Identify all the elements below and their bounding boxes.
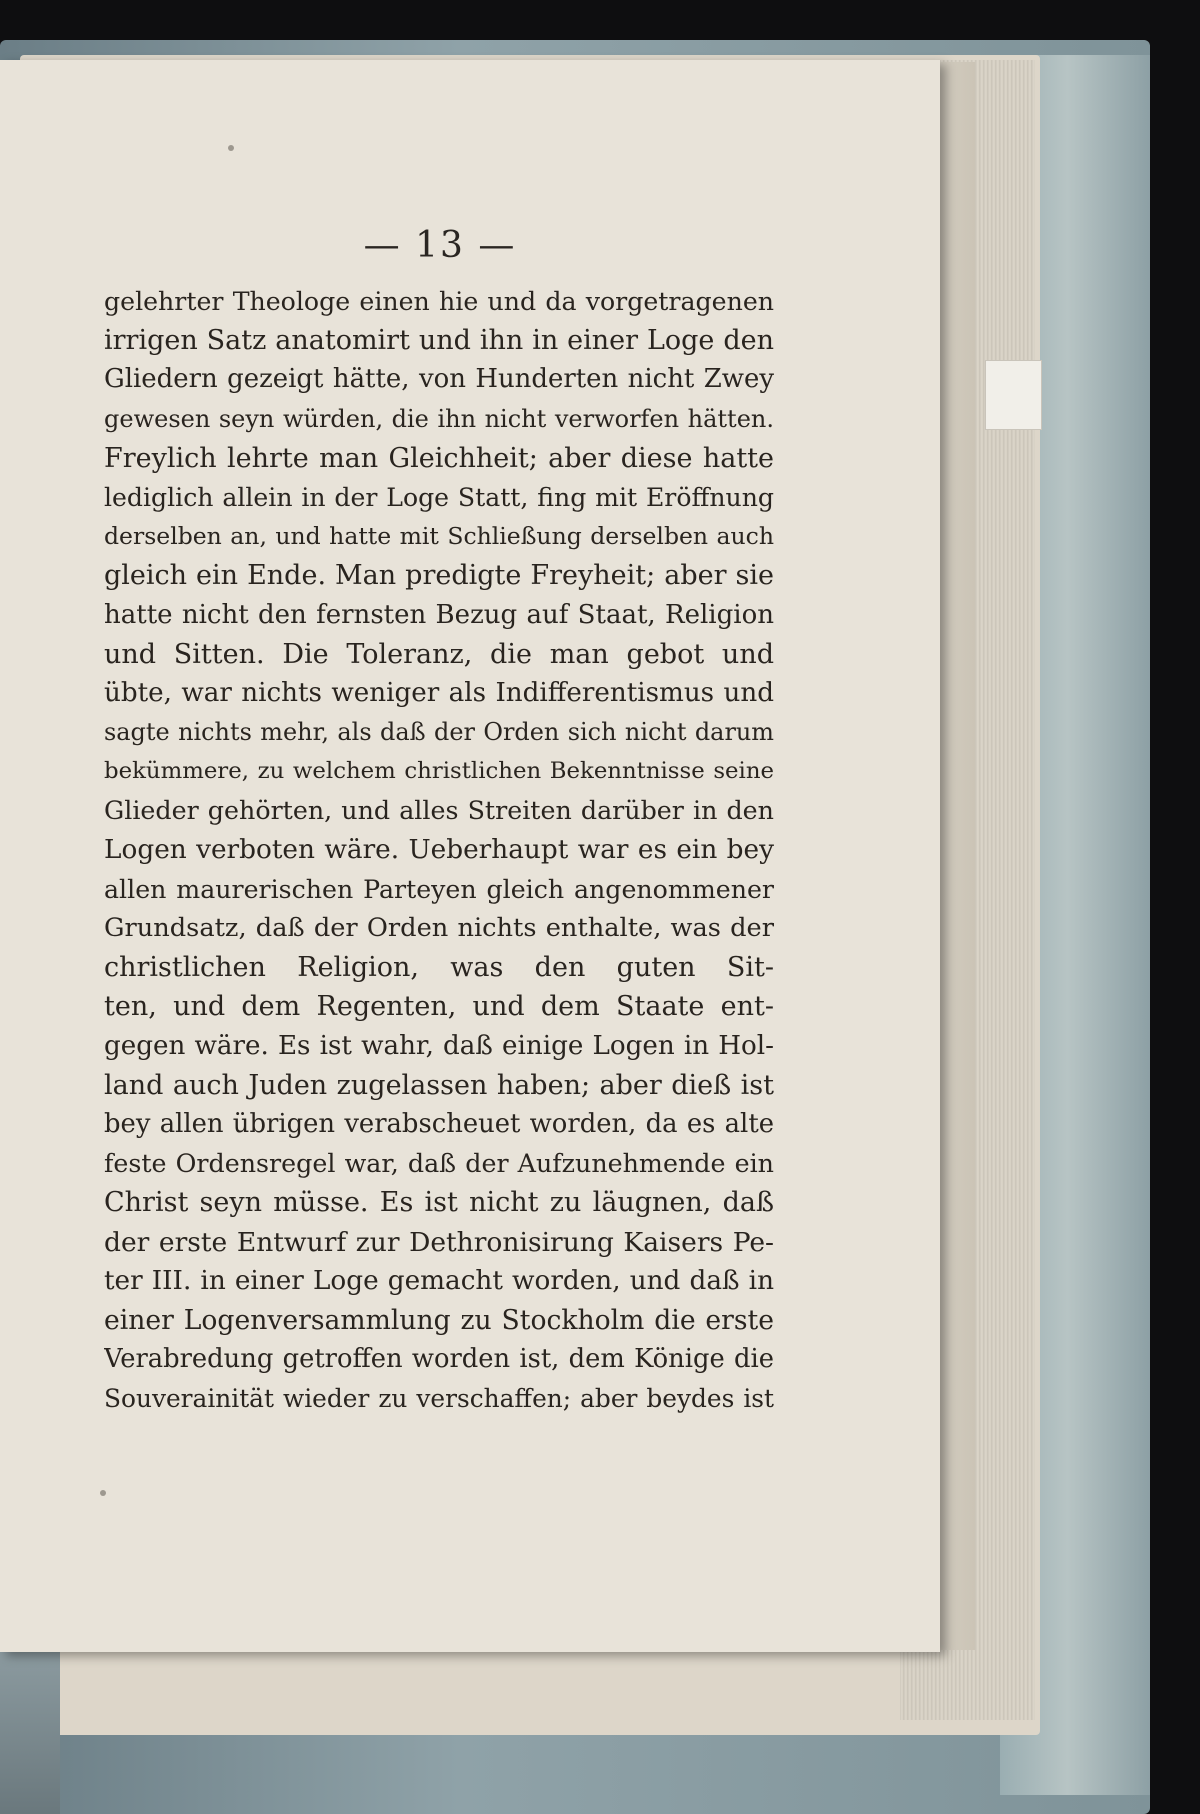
text-line: bekümmere, zu welchem christlichen Bekenntnisse seine <box>104 758 774 785</box>
text-line: christlichen Religion, was den guten Sit- <box>104 952 774 984</box>
text-line: ten, und dem Regenten, und dem Staate ent- <box>104 991 774 1023</box>
text-line: hatte nicht den fernsten Bezug auf Staat, Religion <box>104 599 774 630</box>
text-line: Verabredung getroffen worden ist, dem Könige die <box>104 1344 774 1375</box>
book-spine-bottom <box>0 1640 60 1814</box>
text-line: sagte nichts mehr, als daß der Orden sich nicht darum <box>104 718 774 747</box>
text-line: einer Logenversammlung zu Stockholm die erste <box>104 1304 774 1336</box>
text-line: derselben an, und hatte mit Schließung derselben auch <box>104 522 774 551</box>
text-line: Freylich lehrte man Gleichheit; aber diese hatte <box>104 442 774 474</box>
text-line: Logen verboten wäre. Ueberhaupt war es ein bey <box>104 834 774 865</box>
text-line: feste Ordensregel war, daß der Aufzunehmende ein <box>104 1148 774 1179</box>
text-line: Souverainität wieder zu verschaffen; aber beydes ist <box>104 1384 774 1414</box>
text-line: gegen wäre. Es ist wahr, daß einige Logen in Hol- <box>104 1030 774 1061</box>
text-line: gewesen seyn würden, die ihn nicht verworfen hätten. <box>104 404 774 433</box>
page-number-header: — 13 — <box>363 225 517 266</box>
text-line: der erste Entwurf zur Dethronisirung Kaisers Pe- <box>104 1226 774 1258</box>
text-line: gleich ein Ende. Man predigte Freyheit; aber sie <box>104 560 774 592</box>
body-text <box>104 282 774 1418</box>
text-line: und Sitten. Die Toleranz, die man gebot und <box>104 638 774 670</box>
text-line: allen maurerischen Parteyen gleich angenommener <box>104 874 774 904</box>
text-line: gelehrter Theologe einen hie und da vorgetragenen <box>104 287 774 316</box>
paper-speck <box>228 145 234 151</box>
text-line: ter III. in einer Loge gemacht worden, und daß in <box>104 1265 774 1296</box>
text-line: irrigen Satz anatomirt und ihn in einer Loge den <box>104 325 774 357</box>
text-line: Christ seyn müsse. Es ist nicht zu läugnen, daß <box>104 1187 774 1219</box>
bookmark-tab <box>985 360 1042 430</box>
text-line: Glieder gehörten, und alles Streiten darüber in den <box>104 795 774 826</box>
text-line: übte, war nichts weniger als Indifferentismus und <box>104 677 774 708</box>
paper-speck <box>100 1490 106 1496</box>
text-line: Grundsatz, daß der Orden nichts enthalte, was der <box>104 913 774 943</box>
text-line: lediglich allein in der Loge Statt, fing mit Eröffnung <box>104 482 774 512</box>
text-line: land auch Juden zugelassen haben; aber dieß ist <box>104 1069 774 1101</box>
text-line: bey allen übrigen verabscheuet worden, da es alte <box>104 1108 774 1139</box>
text-line: Gliedern gezeigt hätte, von Hunderten nicht Zwey <box>104 364 774 395</box>
